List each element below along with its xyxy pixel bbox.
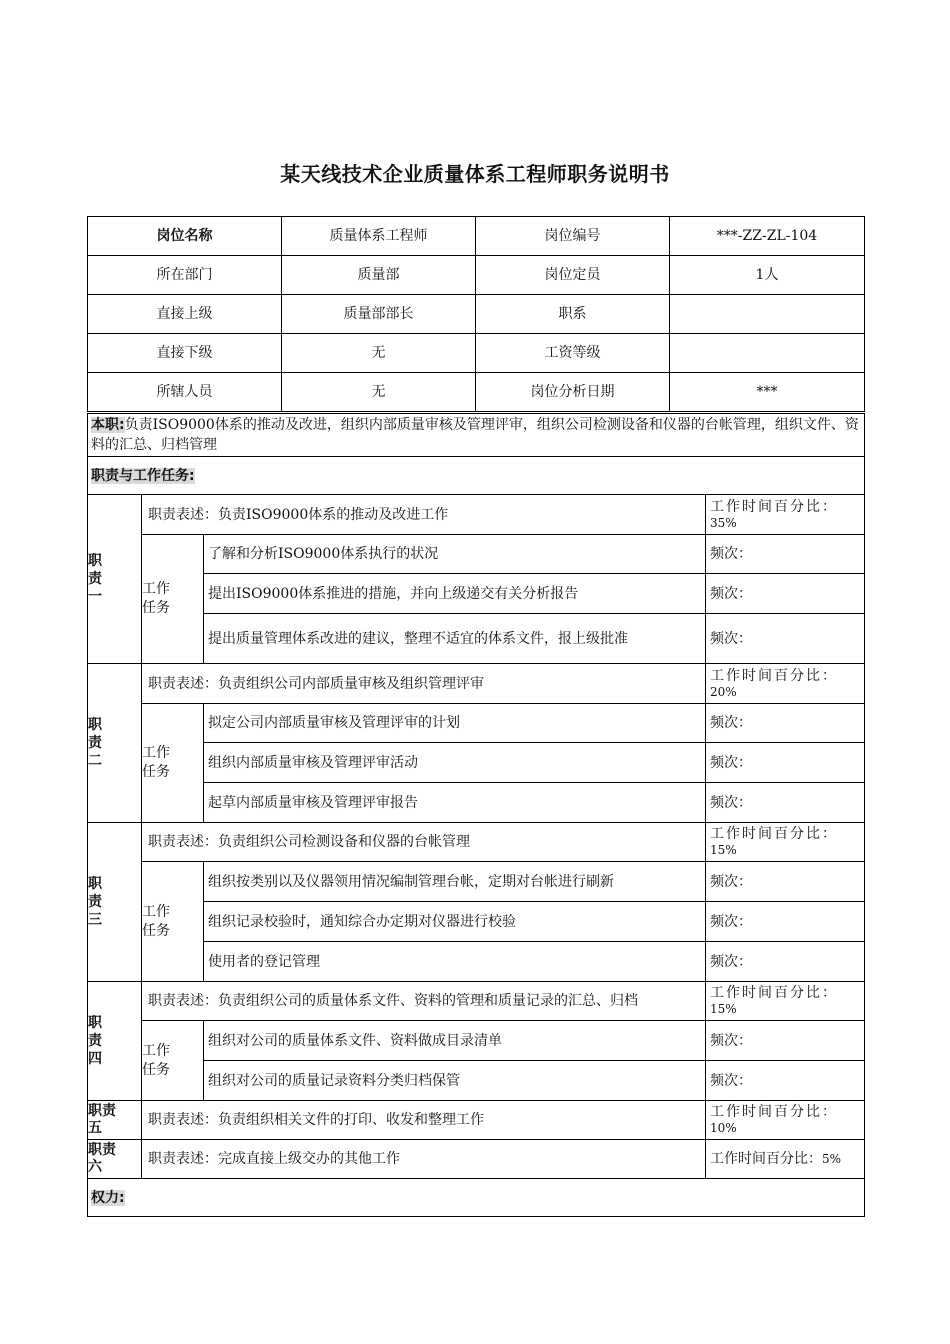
duty-desc-row (88, 495, 865, 535)
time-percentage: 工作时间百分比： 20% (706, 664, 865, 704)
task-frequency: 频次： (706, 704, 865, 743)
document-title: 某天线技术企业质量体系工程师职务说明书 (280, 162, 670, 186)
duty-label: 职责三 (88, 823, 142, 982)
task-row (88, 704, 865, 743)
info-value (670, 334, 865, 373)
task-label: 工作任务 (142, 535, 204, 664)
info-row (88, 217, 865, 256)
duty-desc-row (88, 823, 865, 862)
task-text: 拟定公司内部质量审核及管理评审的计划 (204, 704, 706, 743)
position-info-table (87, 216, 865, 412)
task-frequency: 频次： (706, 535, 865, 574)
info-label: 岗位分析日期 (476, 373, 670, 412)
task-frequency: 频次： (706, 614, 865, 664)
task-row (88, 1021, 865, 1061)
info-value: 质量部部长 (282, 295, 476, 334)
duty-label: 职责一 (88, 495, 142, 664)
task-frequency: 频次： (706, 1021, 865, 1061)
info-label: 岗位编号 (476, 217, 670, 256)
info-label: 所在部门 (88, 256, 282, 295)
task-row (88, 535, 865, 574)
info-row (88, 256, 865, 295)
info-label: 直接上级 (88, 295, 282, 334)
duty-label: 职责六 (88, 1140, 142, 1179)
info-row (88, 373, 865, 412)
benzhi-text: 负责ISO9000体系的推动及改进，组织内部质量审核及管理评审，组织公司检测设备和仪器的台帐管理，组织文件、资料的汇总、归档管理 (91, 417, 859, 453)
duty-desc-row (88, 664, 865, 704)
task-row (88, 902, 865, 942)
info-label: 岗位定员 (476, 256, 670, 295)
time-percentage: 工作时间百分比： 15% (706, 823, 865, 862)
task-row (88, 862, 865, 902)
task-text: 了解和分析ISO9000体系执行的状况 (204, 535, 706, 574)
duty-label: 职责四 (88, 982, 142, 1101)
info-value (670, 295, 865, 334)
info-label: 职系 (476, 295, 670, 334)
info-label: 工资等级 (476, 334, 670, 373)
task-row (88, 1061, 865, 1101)
task-frequency: 频次： (706, 783, 865, 823)
duty-label: 职责二 (88, 664, 142, 823)
task-row (88, 942, 865, 982)
task-label: 工作任务 (142, 704, 204, 823)
task-row (88, 614, 865, 664)
task-label: 工作任务 (142, 1021, 204, 1101)
task-text: 起草内部质量审核及管理评审报告 (204, 783, 706, 823)
task-text: 提出质量管理体系改进的建议，整理不适宜的体系文件，报上级批准 (204, 614, 706, 664)
power-row (88, 1179, 865, 1217)
info-value: 无 (282, 373, 476, 412)
task-text: 使用者的登记管理 (204, 942, 706, 982)
task-row (88, 743, 865, 783)
info-row (88, 334, 865, 373)
time-percentage: 工作时间百分比： 10% (706, 1101, 865, 1140)
duty-description: 职责表述：完成直接上级交办的其他工作 (142, 1140, 706, 1179)
info-value: 无 (282, 334, 476, 373)
power-label: 权力: (91, 1189, 125, 1206)
task-text: 组织对公司的质量记录资料分类归档保管 (204, 1061, 706, 1101)
task-text: 组织内部质量审核及管理评审活动 (204, 743, 706, 783)
duty-description: 职责表述：负责组织公司内部质量审核及组织管理评审 (142, 664, 706, 704)
duties-header: 职责与工作任务: (91, 467, 195, 484)
info-value: 质量部 (282, 256, 476, 295)
duty-description: 职责表述：负责ISO9000体系的推动及改进工作 (142, 495, 706, 535)
task-frequency: 频次： (706, 1061, 865, 1101)
time-percentage: 工作时间百分比： 15% (706, 982, 865, 1021)
time-percentage: 工作时间百分比： 35% (706, 495, 865, 535)
info-label: 所辖人员 (88, 373, 282, 412)
task-frequency: 频次： (706, 862, 865, 902)
duty-description: 职责表述：负责组织公司检测设备和仪器的台帐管理 (142, 823, 706, 862)
info-row (88, 295, 865, 334)
info-label: 岗位名称 (88, 217, 282, 256)
task-text: 提出ISO9000体系推进的措施，并向上级递交有关分析报告 (204, 574, 706, 614)
duty-label: 职责五 (88, 1101, 142, 1140)
task-row (88, 783, 865, 823)
info-label: 直接下级 (88, 334, 282, 373)
duty-description: 职责表述：负责组织相关文件的打印、收发和整理工作 (142, 1101, 706, 1140)
task-frequency: 频次： (706, 902, 865, 942)
duties-table (87, 413, 865, 1217)
duty-description: 职责表述：负责组织公司的质量体系文件、资料的管理和质量记录的汇总、归档 (142, 982, 706, 1021)
task-frequency: 频次： (706, 942, 865, 982)
info-value: *** (670, 373, 865, 412)
duties-header-row (88, 457, 865, 495)
duty-desc-row (88, 1101, 865, 1140)
duty-desc-row (88, 1140, 865, 1179)
task-text: 组织按类别以及仪器领用情况编制管理台帐，定期对台帐进行刷新 (204, 862, 706, 902)
task-label: 工作任务 (142, 862, 204, 982)
task-text: 组织对公司的质量体系文件、资料做成目录清单 (204, 1021, 706, 1061)
task-frequency: 频次： (706, 743, 865, 783)
benzhi-row (88, 414, 865, 457)
task-text: 组织记录校验时，通知综合办定期对仪器进行校验 (204, 902, 706, 942)
info-value: ***-ZZ-ZL-104 (670, 217, 865, 256)
task-row (88, 574, 865, 614)
info-value: 1人 (670, 256, 865, 295)
time-percentage: 工作时间百分比：5% (706, 1140, 865, 1179)
info-value: 质量体系工程师 (282, 217, 476, 256)
benzhi-label: 本职: (91, 417, 125, 433)
duty-desc-row (88, 982, 865, 1021)
task-frequency: 频次： (706, 574, 865, 614)
